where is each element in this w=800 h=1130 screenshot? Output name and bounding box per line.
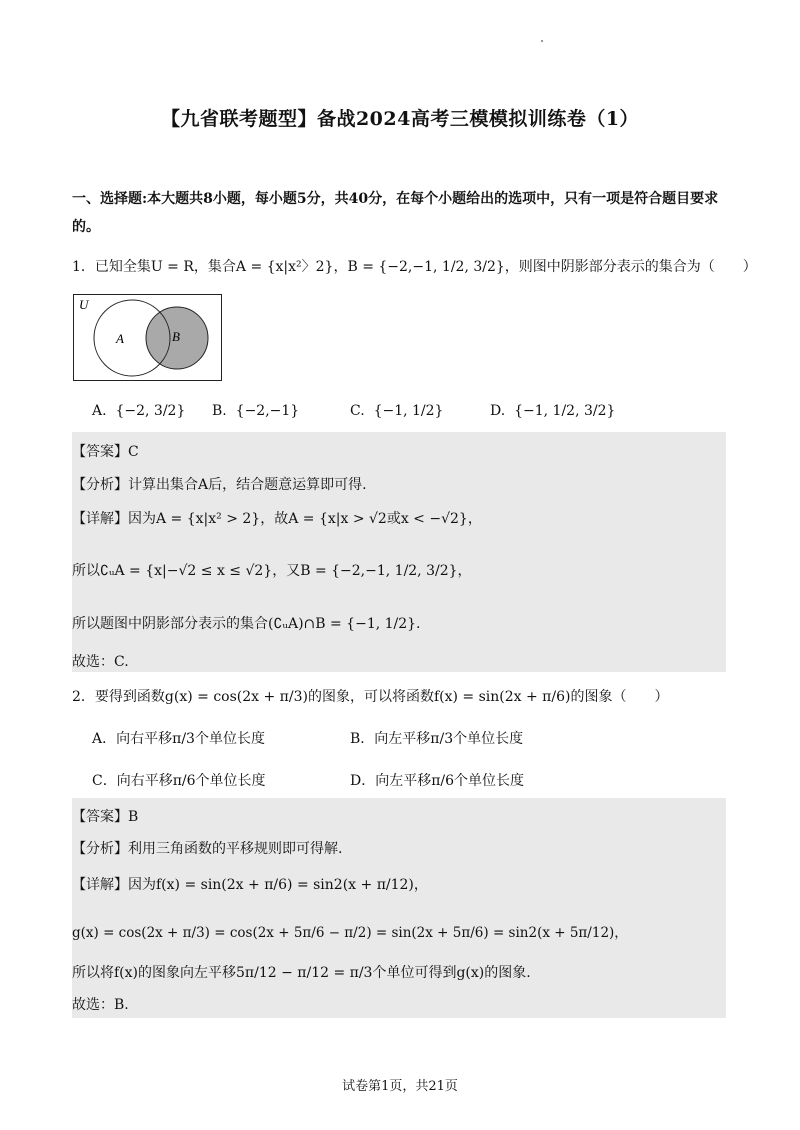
q2-detail-1: 【详解】因为f(x) = sin(2x + π/6) = sin2(x + π/12)， <box>72 877 428 893</box>
q1-option-c: C. {−1, 1/2} <box>350 403 444 419</box>
page-footer: 试卷第1页，共21页 <box>342 1079 458 1094</box>
q1-answer: 【答案】C <box>72 444 139 460</box>
page-title: 【九省联考题型】备战2024高考三模模拟训练卷（1） <box>160 108 640 130</box>
q2-detail-3: 所以将f(x)的图象向左平移5π/12 − π/12 = π/3个单位可得到g(x)的图象. <box>72 965 531 981</box>
venn-diagram <box>73 294 223 382</box>
q2-option-c: C．向右平移π/6个单位长度 <box>92 773 266 789</box>
q1-detail-2: 所以∁ᵤA = {x|−√2 ≤ x ≤ √2}，又B = {−2,−1, 1/2, 3/2}， <box>72 563 472 579</box>
q2-option-b: B．向左平移π/3个单位长度 <box>350 731 524 747</box>
section-heading: 一、选择题:本大题共8小题，每小题5分，共40分，在每个小题给出的选项中，只有一项是符合题目要求的。 <box>72 191 719 235</box>
q1-option-b: B. {−2,−1} <box>212 403 300 419</box>
q1-choice: 故选：C. <box>72 654 129 670</box>
q1-analysis: 【分析】计算出集合A后，结合题意运算即可得. <box>72 477 367 493</box>
q1-option-d: D. {−1, 1/2, 3/2} <box>490 403 616 419</box>
q2-analysis: 【分析】利用三角函数的平移规则即可得解. <box>72 841 343 857</box>
q1-solution-box <box>72 432 726 672</box>
venn-label-b: B <box>172 329 180 344</box>
venn-label-a: A <box>116 331 124 346</box>
q1-stem: 1．已知全集U = R，集合A = {x|x²〉2}，B = {−2,−1, 1/2, 3/2}，则图中阴影部分表示的集合为（ ） <box>72 259 757 275</box>
q2-option-d: D．向左平移π/6个单位长度 <box>350 773 525 789</box>
q1-option-a: A. {−2, 3/2} <box>92 403 186 419</box>
q2-stem: 2．要得到函数g(x) = cos(2x + π/3)的图象，可以将函数f(x) = sin(2x + π/6)的图象（ ） <box>72 689 669 705</box>
q2-option-a: A．向右平移π/3个单位长度 <box>92 731 265 747</box>
q2-choice: 故选：B. <box>72 997 129 1013</box>
q2-solution-box <box>72 798 726 1018</box>
q2-answer: 【答案】B <box>72 809 139 825</box>
q2-detail-2: g(x) = cos(2x + π/3) = cos(2x + 5π/6 − π/2) = sin(2x + 5π/6) = sin2(x + 5π/12)， <box>72 925 628 941</box>
venn-label-u: U <box>79 297 89 312</box>
scan-dot <box>541 40 543 42</box>
q1-detail-3: 所以题图中阴影部分表示的集合(∁ᵤA)∩B = {−1, 1/2}. <box>72 616 421 632</box>
q1-detail-1: 【详解】因为A = {x|x² > 2}，故A = {x|x > √2或x < −√2}， <box>72 511 482 527</box>
